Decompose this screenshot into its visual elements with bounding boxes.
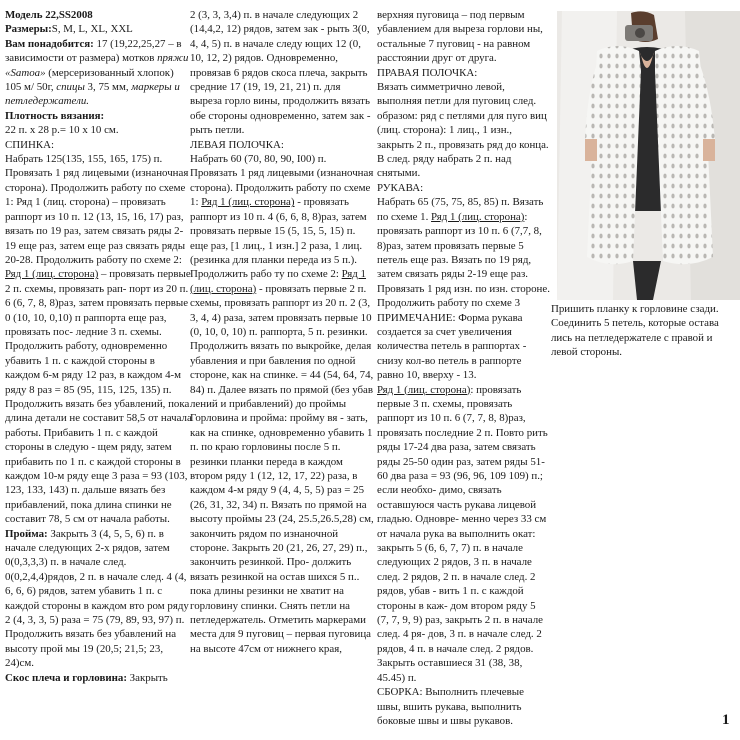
text-run: верхняя пуговица – под первым убавлением для выреза горлови ны, остальные 7 пуговиц - на равном расстоянии друг от друга. [377,9,543,65]
text-run: Набрать 60 (70, 80, 90, I00) п. Провязать 1 ряд лицевыми (изнаночная сторона). Продолжить работу по схеме 1: [190,153,374,209]
text-run: СБОРКА: Выполнить плечевые швы, вшить рукава, выполнить боковые швы и швы рукавов. [377,686,524,727]
text-run: – провязать первые 2 п. схемы, провязать рап- порт из 20 п. 6 (6, 7, 8, 8)раз, затем провязать первые 0 (10, 10, 0,10) п раппорта еще раз, провязать пос- ледние 3 п. схемы. Продолжить работу, одновременно убавить 1 п. с каждой стороны в каждом 6-м ряду 12 раз, в каждом 4-м ряду 8 раз = 85 (95, 115, 125, 135) п. Продолжить вязать без убавлений, пока длина детали не составит 58,5 от начала работы. Прибавить 1 п. с каждой стороны в следую - щем ряду, затем прибавить по 1 п. с каждой стороны в каждом 10-м ряду еще 3 раза = 93 (103, 123, 133, 143) п. дальше вязать без прибавлений, пока длина спинки не составит 78, 5 см от начала работы. [5,268,192,526]
text-run: (мерсеризованный хлопок) 105 м/ 50г, [5,66,174,94]
text-run: пряжи «Samoa» [5,52,189,79]
paragraph [377,181,550,195]
text-run: Закрыть 3 (4, 5, 5, 6) п. в начале следующих 2-х рядов, затем 0(0,3,3,3) п. в начале след. 0(0,2,4,4)рядов, 2 п. в начале след. 4 (4, 6, 6, 6) рядов, затем убавить 1 п. с каждой стороны в каждом вто ром ряду 2 (4, 3, 3, 5) раза = 75 (79, 89, 93, 97) п. Продолжить вязать без убавлений на высоту прой мы 19 (20,5; 21,5; 23, 24)см. [5,527,189,670]
text-run: Ряд 1 (лиц. сторона) [377,383,471,396]
text-column-2 [190,8,375,656]
text-run: Пройма: [5,527,48,540]
assembly-note-caption: Пришить планку к горловине сзади. Соединить 5 петель, которые остава лись на петледержателе с правой и левой стороны. [551,303,719,359]
text-run: Модель 22,SS2008 [5,9,93,21]
text-run: маркеры и петледержатели. [5,81,180,108]
text-run: ЛЕВАЯ ПОЛОЧКА: [190,138,284,151]
text-run: Закрыть [126,671,168,684]
paragraph [377,195,550,310]
text-run: Ряд 1 (лиц. сторона) [201,196,295,209]
text-run: Вам понадобится: [5,37,94,50]
paragraph [190,8,375,138]
model-photo-illustration [557,11,740,300]
paragraph [5,22,192,36]
paragraph [5,527,192,671]
text-run: S, M, L, XL, XXL [51,23,133,36]
paragraph [190,152,375,656]
paragraph [5,138,192,152]
paragraph [377,66,550,80]
text-run: - провязать раппорт из 10 п. 4 (6, 6, 8, 8)раз, затем провязать первые 15 (5, 15, 5, 15) п. еще раз, [1 лиц., 1 изн.] 2 раза, 1 лиц. (резинка для планки переда из 5 п.). Продолжить рабо ту по схеме 2: [190,196,367,281]
paragraph [190,138,375,152]
paragraph [5,109,192,123]
text-run: ПРАВАЯ ПОЛОЧКА: [377,66,478,79]
text-run: Набрать 125(135, 155, 165, 175) п. Провязать 1 ряд лицевыми (изнаночная сторона). Продолжить работу по схеме 1: Ряд 1 (лиц. сторона) – провязать раппорт из 10 п. 12 (13, 15, 16, 17) раз, вязать по 19 раз, затем связать ряды 2-19 еще раз, затем еще раз связать ряды 20-28. Продолжить работу по схеме 2: [5,153,189,266]
text-run: СПИНКА: [5,138,55,151]
text-run: Вязать симметрично левой, выполняя петли для пуговиц след. образом: ряд с петлями для пуго виц (лиц. сторона): 1 лиц., 1 изн., закрыть 2 п., провязать ряд до конца. В след. ряду набрать 2 п. над снятыми. [377,81,549,180]
paragraph [377,311,550,383]
paragraph [5,671,192,685]
text-run: 17 (19,22,25,27 – в зависимости от размера) мотков [5,37,182,65]
text-column-1 [5,8,192,685]
text-run: РУКАВА: [377,181,424,194]
text-run: - провязать первые 2 п. схемы, провязать раппорт из 20 п. 2 (3, 3, 4, 4) раза, затем провязать первые 10 (0, 10, 0, 10) п. раппорта, 5 п. резинки. Продолжить вязать по выкройке, делая убавления и при бавления по одной стороне, как на спинке. = 44 (54, 64, 74, 84) п. Далее вязать по прямой (без убав лений и прибавлений) до проймы Горловина и пройма: пройму вя - зать, как на спинке, одновременно убавить 1 п. по краю горловины после 5 п. резинки планки переда в каждом втором ряду 1 (12, 12, 17, 22) раза, в каждом 4-м ряду 9 (4, 4, 5, 5) раз = 25 (26, 31, 32, 34) п. Вязать по прямой на высоту проймы 23 (24, 25.5,26.5,28) см, закончить рядом по изнаночной стороне. Закрыть 20 (21, 26, 27, 29) п., закончить резинкой. Про- должить вязать резинкой на остав шихся 5 п.. пока длины резинки не хватит на горловину спинки. Снять петли на петледержатель. Отметить маркерами места для 9 пуговиц – первая пуговица на высоте 47см от нижнего края, [190,282,374,655]
text-run: Набрать 65 (75, 75, 85, 85) п. Вязать по схеме 1. [377,196,544,223]
text-run: 3, 75 мм, [84,81,132,94]
text-run: спицы [56,81,85,94]
text-run: Скос плеча и горловина: [5,671,127,684]
paragraph [5,8,192,22]
text-run: Ряд 1 (лиц. сторона) [190,268,367,295]
text-column-3 [377,8,550,728]
paragraph [5,267,192,526]
text-run: : провязать первые 3 п. схемы, провязать раппорт из 10 п. 6 (7, 7, 8, 8)раз, провязать последние 2 п. Повто рить ряды 17-24 два раза, затем связать ряды 25-50 один раз, затем ряды 51-60 два раза = 93 (96, 96, 109 109) п.; если необхо- димо, связать оставшуюся часть рукава лицевой гладью. Одновре- менно через 33 см от начала рука ва выполнить окат: закрыть 5 (6, 6, 7, 7) п. в начале следующих 2 рядов, 3 п. в начале след. 2 рядов, 2 п. в начале след. 2 рядов, убав - вить 1 п. с каждой стороны в каж- дом втором ряду 5 (7, 7, 9, 9) раз, закрыть 2 п. в начале след. 4 ря- дов, 3 п. в начале след. 2 рядов, 4 п. в начале след. 2 рядов. Закрыть оставшиеся 31 (38, 38, 45.45) п. [377,383,548,684]
paragraph [5,37,192,109]
paragraph [5,123,192,137]
text-run: Плотность вязания: [5,109,105,122]
paragraph [377,8,550,66]
text-run: 22 п. x 28 р.= 10 x 10 см. [5,124,119,137]
paragraph [377,80,550,181]
cardigan-photo [557,11,740,300]
text-run: Размеры: [5,23,52,36]
paragraph [377,685,550,728]
text-run: ПРИМЕЧАНИЕ: Форма рукава создается за счет увеличения количества петель в раппортах - снизу кол-во петель в раппорте равно 10, вверху - 13. [377,311,527,382]
text-run: Ряд 1 (лиц. сторона) [5,268,99,281]
text-run: 2 (3, 3, 3,4) п. в начале следующих 2 (14,4,2, 12) рядов, затем зак - рыть 3(0, 4, 4, 5) п. в начале следу ющих 12 (0, 10, 12, 2) рядов. Одновременно, провязав 6 рядов скоса плеча, закрыть средние 17 (19, 19, 21, 21) п. для выреза горло вины, продолжить вязать обе стороны одновременно, затем зак - рыть петли. [190,9,371,137]
page-number: 1 [722,712,730,728]
text-run: Ряд 1 (лиц. сторона) [431,210,525,223]
paragraph [377,383,550,686]
text-run: : провязать раппорт из 10 п. 6 (7,7, 8, 8)раз, затем провязать первые 5 петель еще раз. Вязать по 19 ряд, затем связать ряды 2-19 еще раз. Провязать 1 ряд изн. по изн. стороне. Продолжить работу по схеме 3 [377,210,550,310]
paragraph [5,152,192,267]
